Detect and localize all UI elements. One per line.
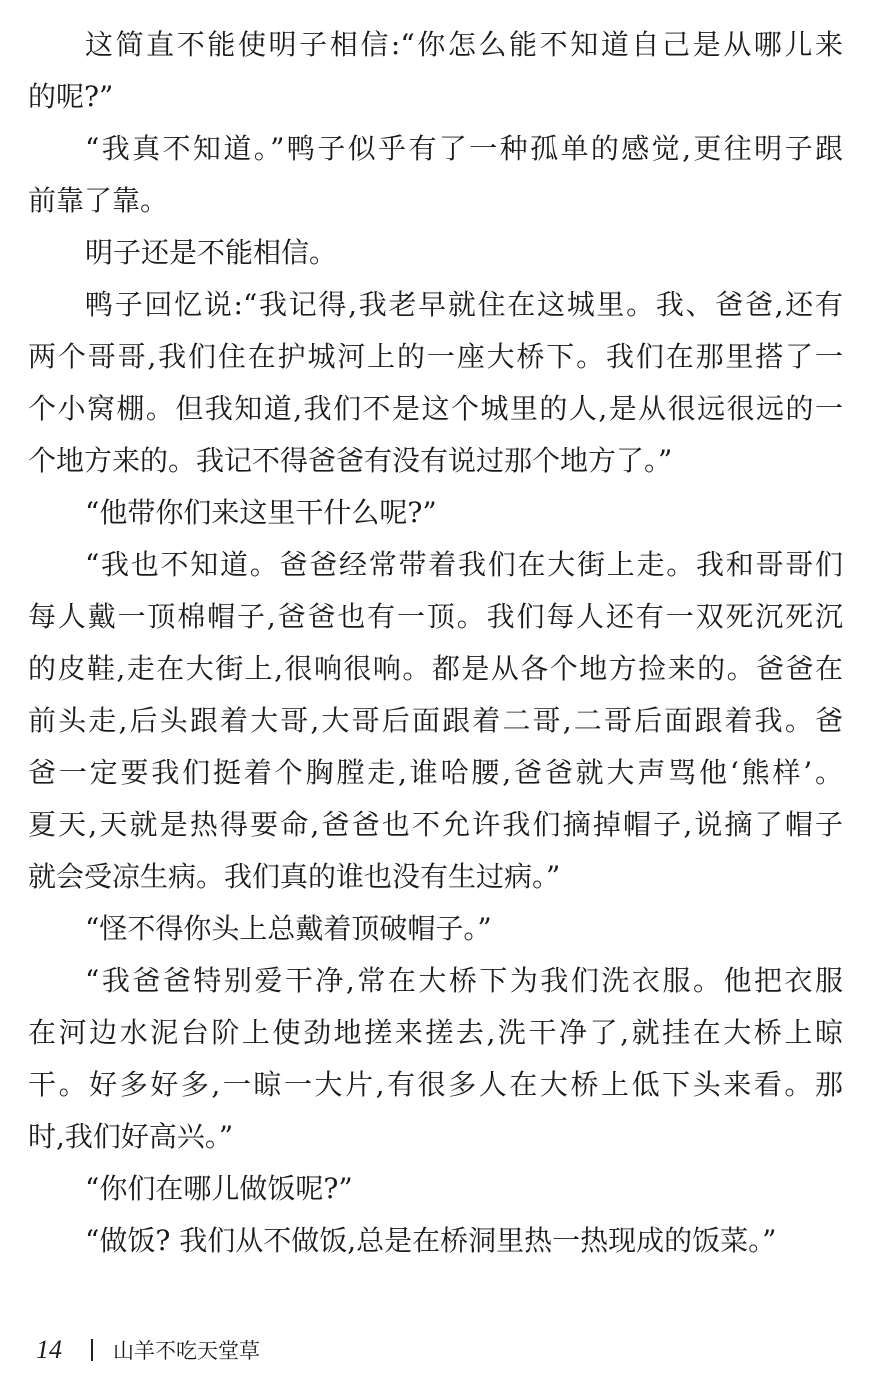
text-line: 夏天,天就是热得要命,爸爸也不允许我们摘掉帽子,说摘了帽子 (28, 808, 843, 841)
text-line: “做饭? 我们从不做饭,总是在桥洞里热一热现成的饭菜。” (85, 1224, 777, 1257)
text-line: 两个哥哥,我们住在护城河上的一座大桥下。我们在那里搭了一 (28, 340, 843, 373)
text-line: 个小窝棚。但我知道,我们不是这个城里的人,是从很远很远的一 (28, 392, 843, 425)
footer-divider (91, 1339, 93, 1361)
text-line: 鸭子回忆说:“我记得,我老早就住在这城里。我、爸爸,还有 (85, 288, 843, 321)
text-line: 明子还是不能相信。 (85, 236, 338, 269)
text-line: “我爸爸特别爱干净,常在大桥下为我们洗衣服。他把衣服 (85, 964, 843, 997)
text-line: 前头走,后头跟着大哥,大哥后面跟着二哥,二哥后面跟着我。爸 (28, 704, 843, 737)
text-line: “怪不得你头上总戴着顶破帽子。” (85, 912, 492, 945)
text-line: 的皮鞋,走在大街上,很响很响。都是从各个地方捡来的。爸爸在 (28, 652, 843, 685)
text-line: 每人戴一顶棉帽子,爸爸也有一顶。我们每人还有一双死沉死沉 (28, 600, 843, 633)
text-line: 的呢?” (28, 80, 114, 113)
text-line: 前靠了靠。 (28, 184, 169, 217)
text-line: 这简直不能使明子相信:“你怎么能不知道自己是从哪儿来 (85, 28, 843, 61)
text-line: 干。好多好多,一晾一大片,有很多人在大桥上低下头来看。那 (28, 1068, 843, 1101)
page-footer (36, 1332, 260, 1368)
text-line: “我也不知道。爸爸经常带着我们在大街上走。我和哥哥们 (85, 548, 843, 581)
text-line: 在河边水泥台阶上使劲地搓来搓去,洗干净了,就挂在大桥上晾 (28, 1016, 843, 1049)
page-body-text (28, 19, 843, 1267)
page-number: 14 (36, 1335, 62, 1364)
text-line: “他带你们来这里干什么呢?” (85, 496, 437, 529)
text-line: 个地方来的。我记不得爸爸有没有说过那个地方了。” (28, 444, 673, 477)
book-title: 山羊不吃天堂草 (113, 1339, 260, 1363)
text-line: 时,我们好高兴。” (28, 1120, 234, 1153)
text-line: 爸一定要我们挺着个胸膛走,谁哈腰,爸爸就大声骂他‘熊样’。 (28, 756, 843, 789)
text-line: “你们在哪儿做饭呢?” (85, 1172, 353, 1205)
text-line: “我真不知道。”鸭子似乎有了一种孤单的感觉,更往明子跟 (85, 132, 843, 165)
text-line: 就会受凉生病。我们真的谁也没有生过病。” (28, 860, 561, 893)
